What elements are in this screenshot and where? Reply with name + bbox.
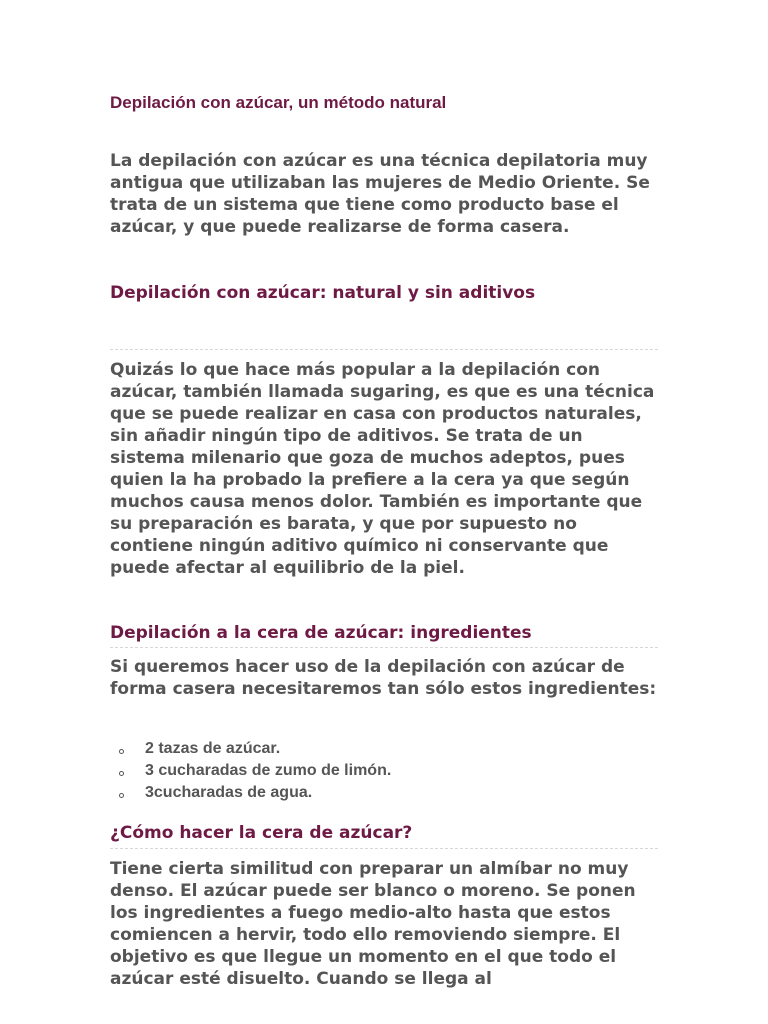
intro-paragraph: La depilación con azúcar es una técnica depilatoria muy antigua que utilizaban las mujeres de Medio Oriente. Se trata de un sistema que tiene como producto base el azúcar, y que puede realizarse de forma casera. <box>110 151 650 237</box>
section2-paragraph: Si queremos hacer uso de la depilación con azúcar de forma casera necesitaremos tan sólo estos ingredientes: <box>110 657 657 699</box>
list-item <box>110 738 658 760</box>
section2-heading: Depilación a la cera de azúcar: ingredientes <box>110 623 532 643</box>
ingredient-text: 3 cucharadas de zumo de limón. <box>145 762 392 779</box>
ingredient-text: 3cucharadas de agua. <box>145 784 313 801</box>
section1-heading: Depilación con azúcar: natural y sin aditivos <box>110 283 536 303</box>
ingredient-text: 2 tazas de azúcar. <box>145 740 281 757</box>
hollow-circle-bullet-icon <box>119 793 124 798</box>
section3-paragraph: Tiene cierta similitud con preparar un almíbar no muy denso. El azúcar puede ser blanco o moreno. Se ponen los ingredientes a fuego medio-alto hasta que estos comiencen a hervir, todo ello removiendo siempre. El objetivo es que llegue un momento en el que todo el azúcar esté disuelto. Cuando se llega al <box>110 859 636 989</box>
hollow-circle-bullet-icon <box>119 749 124 754</box>
ingredients-list <box>110 738 658 804</box>
section1-divider <box>110 349 658 350</box>
section1-paragraph: Quizás lo que hace más popular a la depilación con azúcar, también llamada sugaring, es que es una técnica que se puede realizar en casa con productos naturales, sin añadir ningún tipo de aditivos. Se trata de un sistema milenario que goza de muchos adeptos, pues quien la ha probado la prefiere a la cera ya que según muchos causa menos dolor. También es importante que su preparación es barata, y que por supuesto no contiene ningún aditivo químico ni conservante que puede afectar al equilibrio de la piel. <box>110 360 655 578</box>
article-title: Depilación con azúcar, un método natural <box>110 93 447 112</box>
list-item <box>110 782 658 804</box>
section2-divider <box>110 647 658 648</box>
list-item <box>110 760 658 782</box>
hollow-circle-bullet-icon <box>119 771 124 776</box>
section3-divider <box>110 848 658 849</box>
section3-heading: ¿Cómo hacer la cera de azúcar? <box>110 823 413 843</box>
